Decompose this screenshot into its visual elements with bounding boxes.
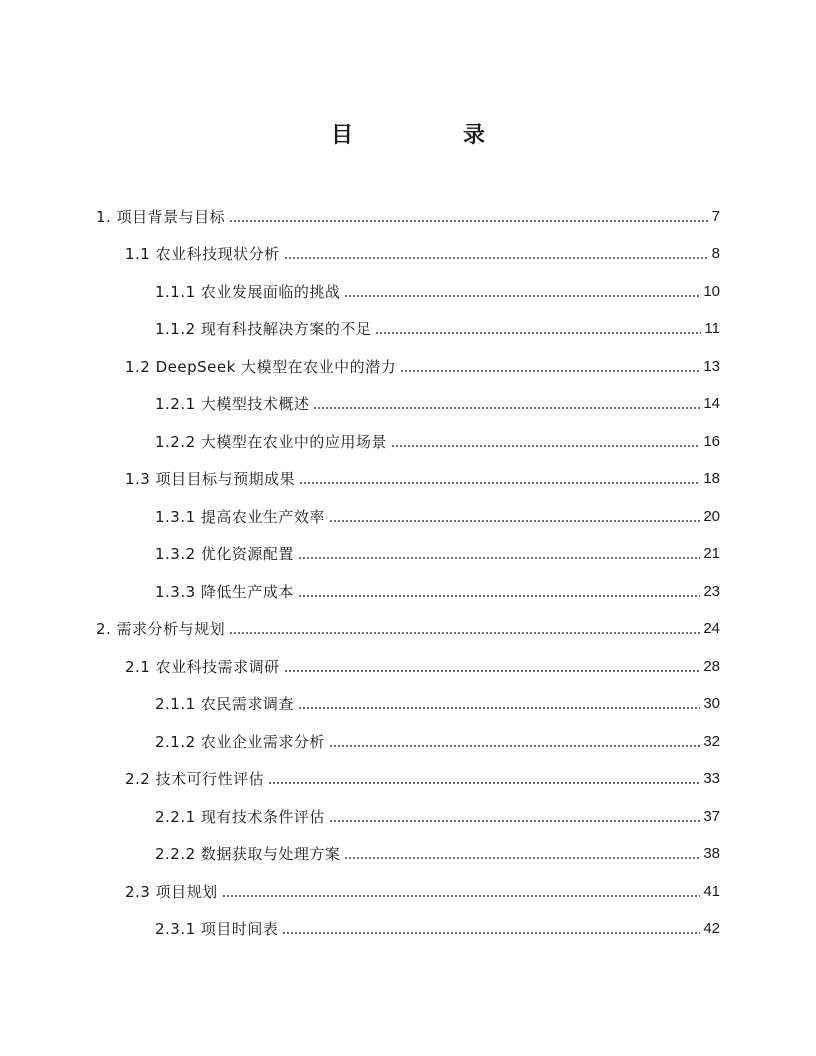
toc-entry[interactable] xyxy=(155,686,720,723)
dot-leader xyxy=(329,520,700,522)
dot-leader xyxy=(344,857,700,859)
toc-page-number: 8 xyxy=(711,245,720,262)
toc-page-number: 11 xyxy=(704,320,720,337)
page-title: 目 录 xyxy=(330,123,529,148)
toc-entry[interactable] xyxy=(155,536,720,573)
toc-entry[interactable] xyxy=(125,873,720,910)
toc-page-number: 14 xyxy=(703,395,720,412)
toc-page-number: 41 xyxy=(703,882,720,900)
toc-entry-label: 2.2.2 数据获取与处理方案 xyxy=(155,845,341,863)
toc-page-number: 18 xyxy=(703,470,720,487)
toc-page-number: 28 xyxy=(703,657,720,675)
dot-leader xyxy=(229,632,700,634)
toc-page-number: 13 xyxy=(703,357,720,375)
toc-entry[interactable] xyxy=(155,386,720,423)
dot-leader xyxy=(282,932,700,934)
dot-leader xyxy=(400,370,700,372)
toc-page-number: 32 xyxy=(703,732,720,750)
dot-leader xyxy=(298,595,700,597)
toc-page-number: 37 xyxy=(703,807,720,825)
toc-entry-label: 2. 需求分析与规划 xyxy=(96,620,226,638)
toc-page-number: 24 xyxy=(703,620,720,637)
toc-page-number: 42 xyxy=(703,920,720,937)
toc-entry-label: 1.3.3 降低生产成本 xyxy=(155,582,294,601)
toc-entry[interactable] xyxy=(155,798,720,835)
toc-page-number: 33 xyxy=(703,770,720,787)
toc-entry[interactable] xyxy=(96,611,720,648)
toc-entry[interactable] xyxy=(125,236,720,273)
toc-entry[interactable] xyxy=(155,423,720,460)
toc-page-number: 20 xyxy=(703,507,720,525)
toc-entry[interactable] xyxy=(125,461,720,498)
toc-entry-label: 2.1.2 农业企业需求分析 xyxy=(155,732,325,751)
dot-leader xyxy=(298,557,700,559)
dot-leader xyxy=(299,482,700,484)
dot-leader xyxy=(298,707,700,709)
toc-entry-label: 1. 项目背景与目标 xyxy=(96,207,226,226)
dot-leader xyxy=(268,782,700,784)
toc-entry[interactable] xyxy=(155,911,720,948)
toc-entry[interactable] xyxy=(155,836,720,873)
toc-page-number: 30 xyxy=(703,695,720,712)
toc-entry[interactable] xyxy=(125,348,720,385)
toc-entry[interactable] xyxy=(155,498,720,535)
toc-entry-label: 1.1.1 农业发展面临的挑战 xyxy=(155,282,341,301)
toc-entry-label: 1.1.2 现有科技解决方案的不足 xyxy=(155,320,372,338)
toc-entry[interactable] xyxy=(155,311,720,348)
toc-entry[interactable] xyxy=(155,573,720,610)
toc-entry-label: 2.3 项目规划 xyxy=(125,882,218,901)
dot-leader xyxy=(391,445,700,447)
toc-entry-label: 1.3.1 提高农业生产效率 xyxy=(155,507,325,526)
dot-leader xyxy=(284,257,709,259)
toc-entry-label: 2.2.1 现有技术条件评估 xyxy=(155,807,325,826)
toc-entry-label: 2.1.1 农民需求调查 xyxy=(155,695,294,713)
toc-entry-label: 1.1 农业科技现状分析 xyxy=(125,245,280,263)
toc-entry-label: 1.2.2 大模型在农业中的应用场景 xyxy=(155,432,387,451)
dot-leader xyxy=(344,295,700,297)
toc-page-number: 7 xyxy=(711,207,720,225)
toc-page-number: 16 xyxy=(703,432,720,450)
dot-leader xyxy=(313,407,700,409)
dot-leader xyxy=(375,332,701,334)
toc-entry-label: 2.3.1 项目时间表 xyxy=(155,920,279,938)
toc-page-number: 23 xyxy=(703,582,720,600)
toc-entry[interactable] xyxy=(125,761,720,798)
toc-entry-label: 2.1 农业科技需求调研 xyxy=(125,657,280,676)
dot-leader xyxy=(329,820,700,822)
toc-page-number: 38 xyxy=(703,845,720,862)
toc-entry-label: 2.2 技术可行性评估 xyxy=(125,770,265,788)
dot-leader xyxy=(222,895,701,897)
toc-page-number: 21 xyxy=(703,545,720,562)
toc-entry[interactable] xyxy=(96,198,720,235)
toc-entry-label: 1.2 DeepSeek 大模型在农业中的潜力 xyxy=(125,357,397,376)
toc-entry-label: 1.3.2 优化资源配置 xyxy=(155,545,294,563)
dot-leader xyxy=(284,670,701,672)
toc-entry-label: 1.2.1 大模型技术概述 xyxy=(155,395,310,413)
toc-entry[interactable] xyxy=(125,648,720,685)
toc-entry[interactable] xyxy=(155,723,720,760)
dot-leader xyxy=(329,745,700,747)
dot-leader xyxy=(229,220,709,222)
toc-entry[interactable] xyxy=(155,273,720,310)
toc-entry-label: 1.3 项目目标与预期成果 xyxy=(125,470,296,488)
toc-page-number: 10 xyxy=(703,282,720,300)
